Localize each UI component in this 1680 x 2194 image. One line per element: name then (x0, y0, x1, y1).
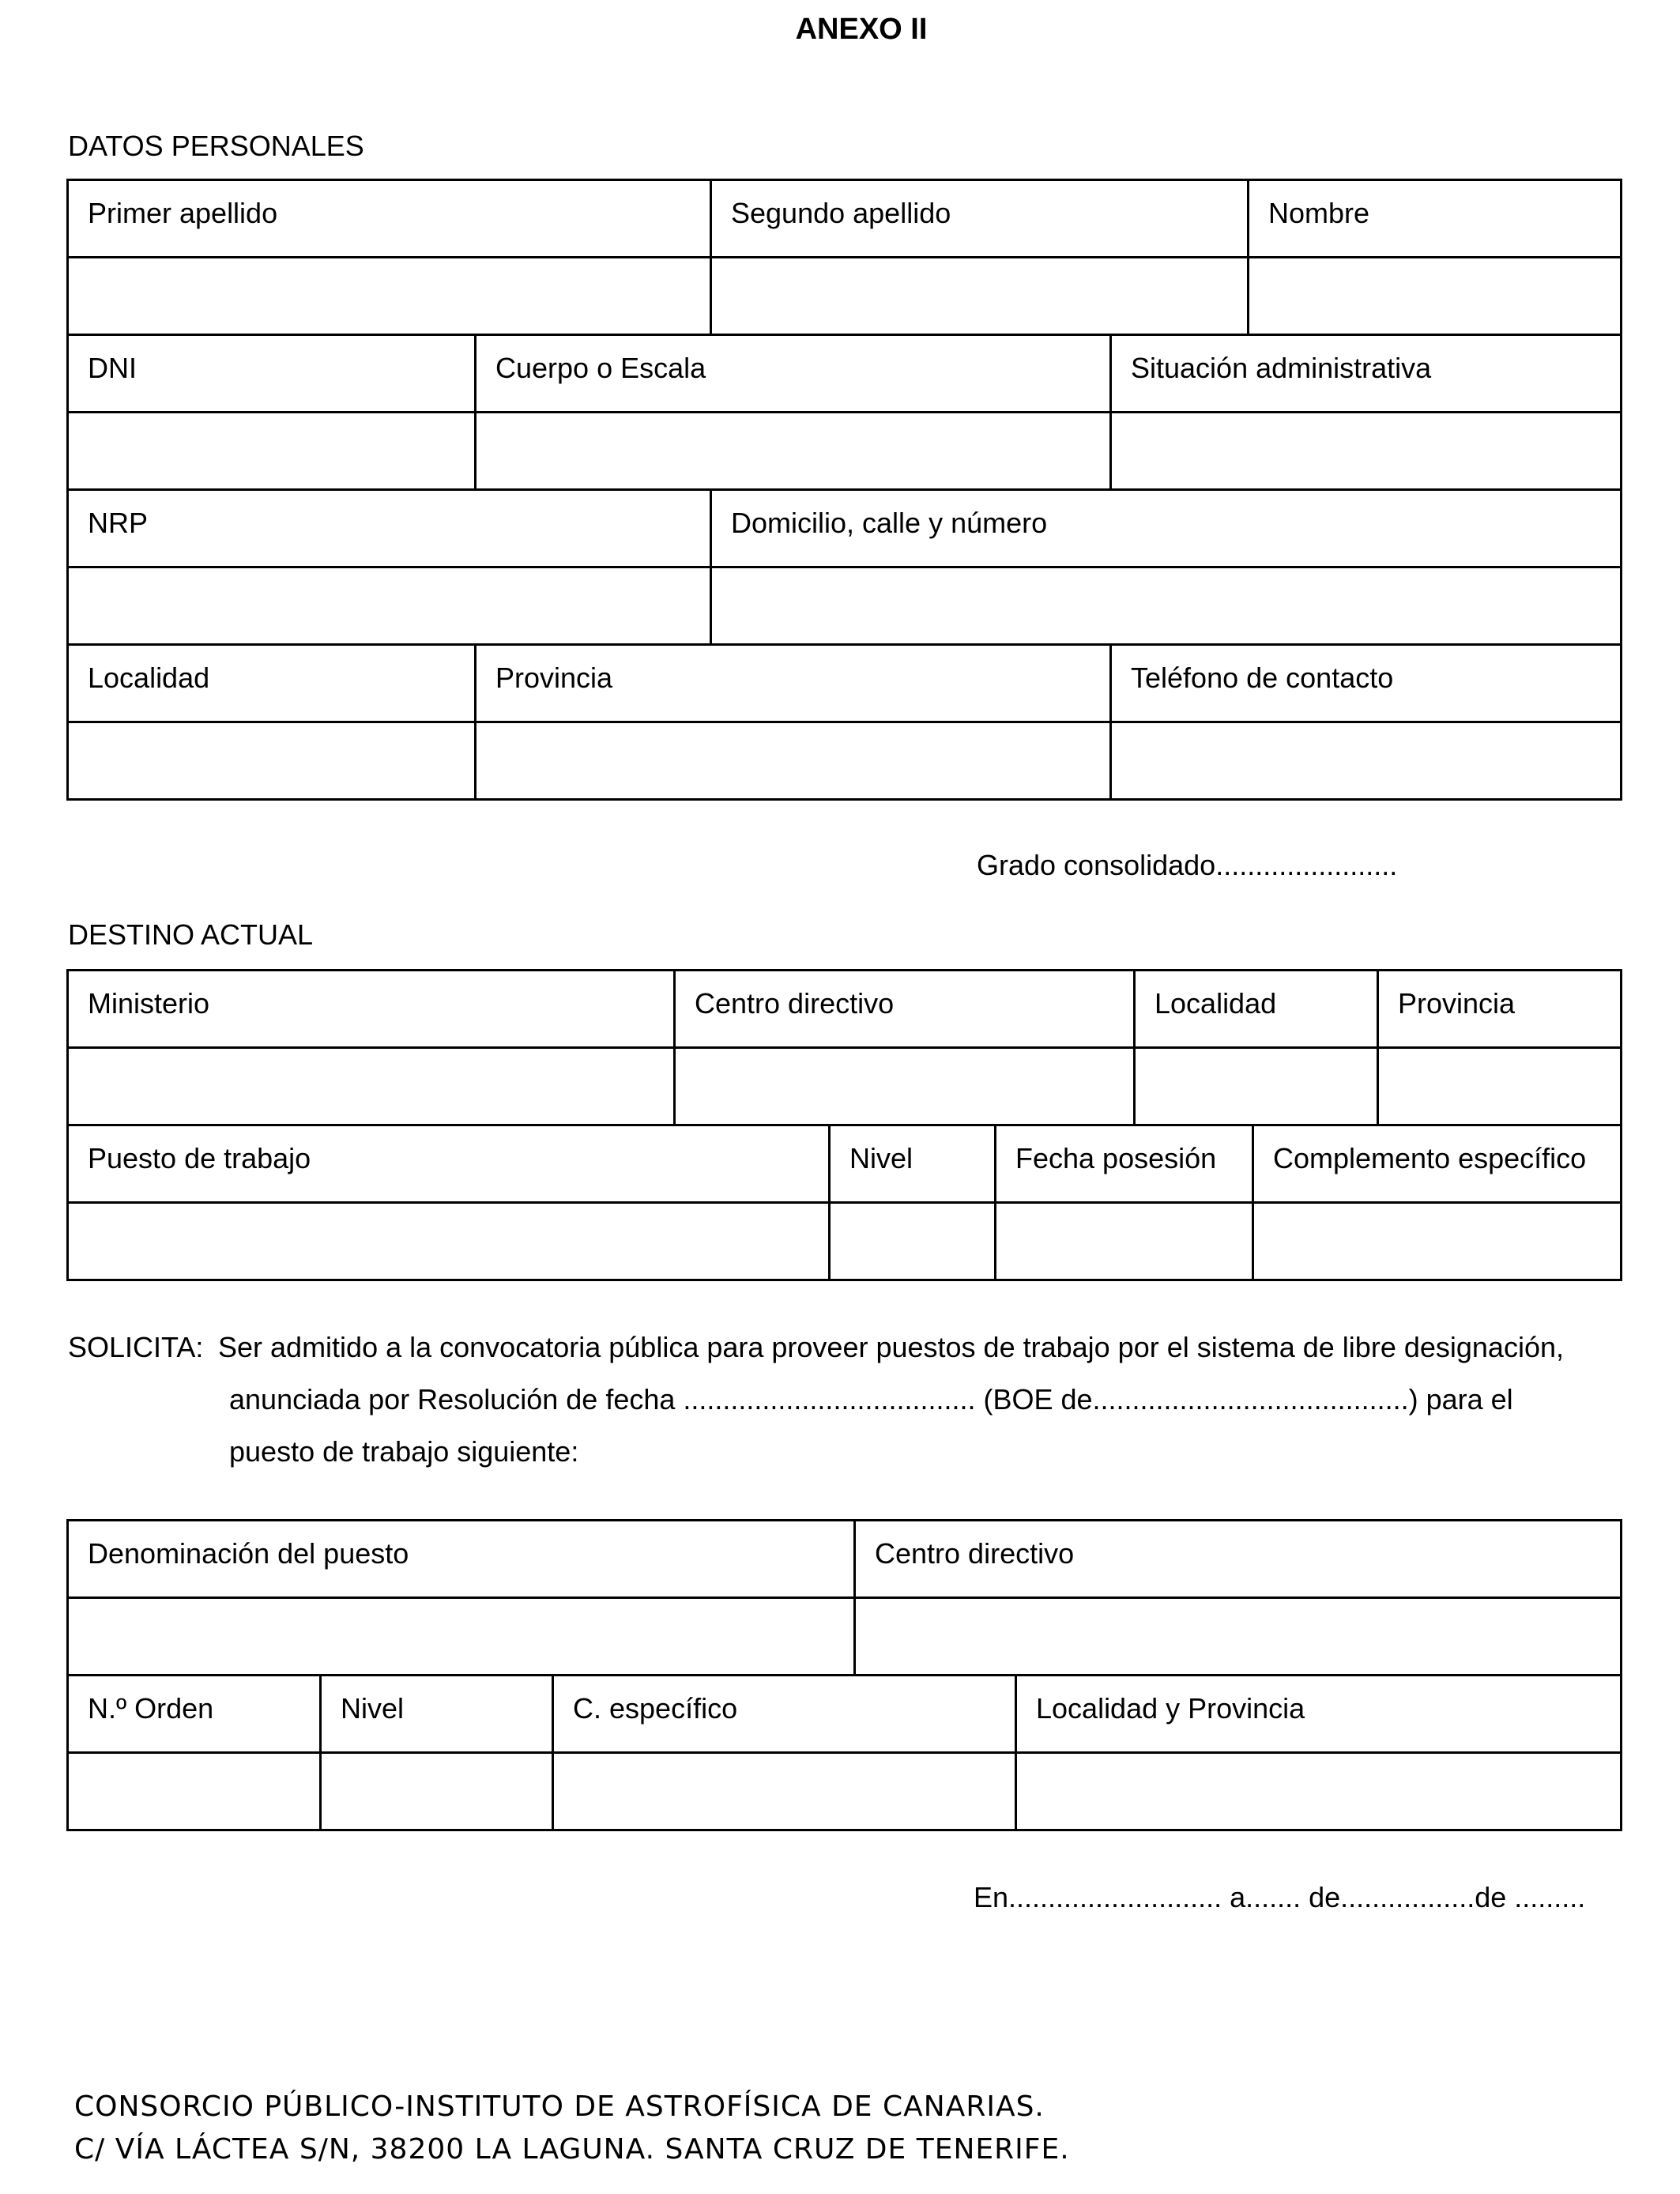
page-title: ANEXO II (795, 13, 928, 46)
field-cuerpo-escala[interactable] (474, 411, 1112, 491)
footer-line1: CONSORCIO PÚBLICO-INSTITUTO DE ASTROFÍSICA DE CANARIAS. (74, 2090, 1045, 2123)
field-nivel-puesto[interactable] (319, 1751, 554, 1831)
field-localidad-destino[interactable] (1133, 1046, 1379, 1126)
label-fecha-posesion: Fecha posesión (994, 1124, 1254, 1204)
field-centro-directivo[interactable] (673, 1046, 1136, 1126)
solicita-line3: puesto de trabajo siguiente: (229, 1435, 579, 1468)
label-n-orden: N.º Orden (66, 1674, 322, 1754)
label-centro-directivo: Centro directivo (673, 969, 1136, 1049)
label-localidad: Localidad (66, 643, 477, 723)
field-nombre[interactable] (1247, 256, 1622, 336)
solicita-label: SOLICITA: (68, 1331, 204, 1363)
field-domicilio[interactable] (710, 566, 1622, 646)
label-nivel: Nivel (828, 1124, 996, 1204)
field-puesto-trabajo[interactable] (66, 1201, 831, 1281)
label-provincia: Provincia (474, 643, 1112, 723)
label-localidad-provincia: Localidad y Provincia (1015, 1674, 1622, 1754)
field-primer-apellido[interactable] (66, 256, 712, 336)
field-denominacion-puesto[interactable] (66, 1596, 856, 1676)
field-fecha-posesion[interactable] (994, 1201, 1254, 1281)
field-provincia[interactable] (474, 721, 1112, 801)
field-situacion-administrativa[interactable] (1109, 411, 1622, 491)
label-denominacion-puesto: Denominación del puesto (66, 1519, 856, 1599)
label-localidad-destino: Localidad (1133, 969, 1379, 1049)
field-centro-directivo-puesto[interactable] (853, 1596, 1622, 1676)
grado-consolidado: Grado consolidado....................... (977, 849, 1398, 881)
field-nrp[interactable] (66, 566, 712, 646)
label-complemento-especifico: Complemento específico (1252, 1124, 1622, 1204)
label-dni: DNI (66, 334, 477, 413)
label-segundo-apellido: Segundo apellido (710, 179, 1249, 258)
solicita-line2: anunciada por Resolución de fecha ..................................... (BOE de........................................) para el (229, 1383, 1513, 1416)
datos-personales-heading: DATOS PERSONALES (68, 130, 364, 162)
field-dni[interactable] (66, 411, 477, 491)
field-ministerio[interactable] (66, 1046, 676, 1126)
label-puesto-trabajo: Puesto de trabajo (66, 1124, 831, 1204)
label-situacion-administrativa: Situación administrativa (1109, 334, 1622, 413)
field-complemento-especifico[interactable] (1252, 1201, 1622, 1281)
field-n-orden[interactable] (66, 1751, 322, 1831)
destino-actual-heading: DESTINO ACTUAL (68, 918, 314, 951)
field-localidad[interactable] (66, 721, 477, 801)
label-nombre: Nombre (1247, 179, 1622, 258)
label-c-especifico: C. específico (552, 1674, 1017, 1754)
footer-line2: C/ VÍA LÁCTEA S/N, 38200 LA LAGUNA. SANTA CRUZ DE TENERIFE. (74, 2133, 1070, 2166)
label-nrp: NRP (66, 488, 712, 568)
field-localidad-provincia[interactable] (1015, 1751, 1622, 1831)
field-telefono[interactable] (1109, 721, 1622, 801)
field-c-especifico[interactable] (552, 1751, 1017, 1831)
field-segundo-apellido[interactable] (710, 256, 1249, 336)
field-nivel[interactable] (828, 1201, 996, 1281)
field-provincia-destino[interactable] (1377, 1046, 1622, 1126)
fecha-firma: En........................... a....... de.................de ......... (974, 1881, 1586, 1913)
label-primer-apellido: Primer apellido (66, 179, 712, 258)
label-nivel-puesto: Nivel (319, 1674, 554, 1754)
solicita-line1: Ser admitido a la convocatoria pública para proveer puestos de trabajo por el sistema de libre designación, (218, 1331, 1564, 1363)
label-ministerio: Ministerio (66, 969, 676, 1049)
label-cuerpo-escala: Cuerpo o Escala (474, 334, 1112, 413)
label-centro-directivo-puesto: Centro directivo (853, 1519, 1622, 1599)
label-telefono: Teléfono de contacto (1109, 643, 1622, 723)
label-domicilio: Domicilio, calle y número (710, 488, 1622, 568)
label-provincia-destino: Provincia (1377, 969, 1622, 1049)
